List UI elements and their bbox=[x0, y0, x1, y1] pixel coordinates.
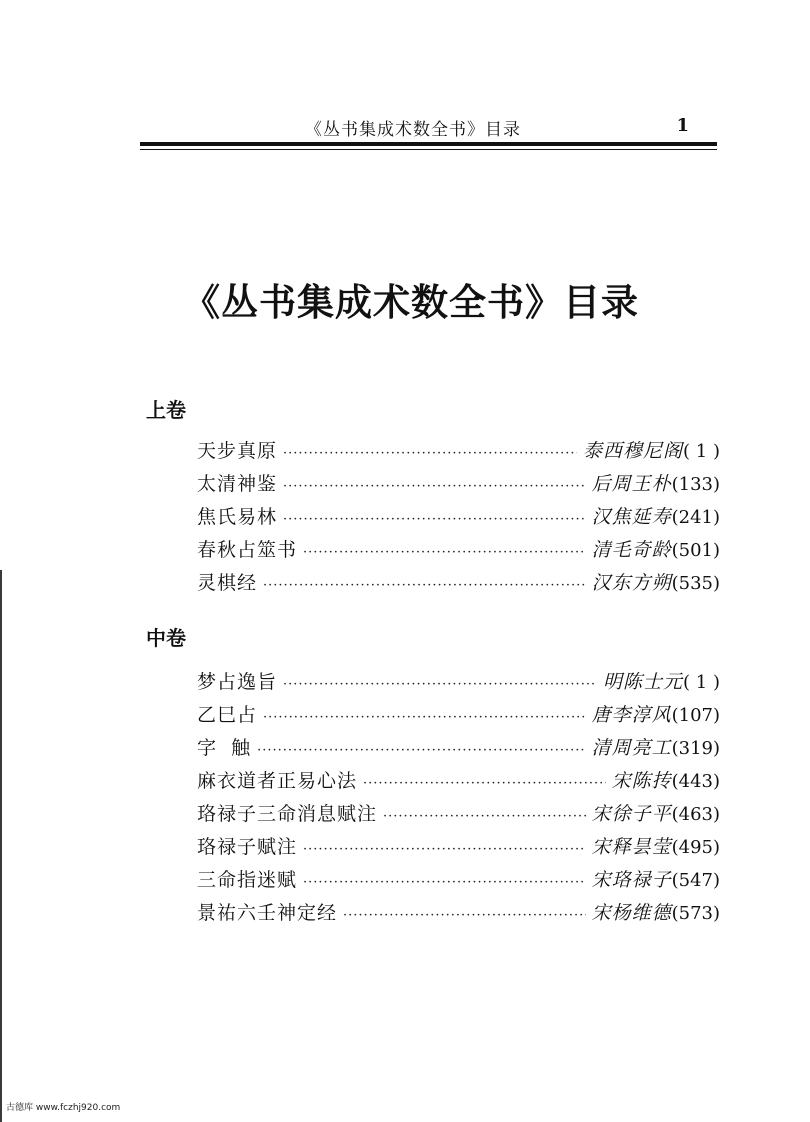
entry-title: 乙巳占 bbox=[197, 704, 258, 726]
dot-leader bbox=[257, 743, 585, 758]
dot-leader bbox=[303, 545, 586, 560]
toc-entry[interactable] bbox=[197, 469, 720, 499]
toc-entry[interactable] bbox=[197, 436, 720, 466]
dot-leader bbox=[303, 842, 586, 857]
entry-author: 明陈士元 bbox=[603, 671, 684, 693]
dot-leader bbox=[283, 677, 597, 692]
entry-author: 汉东方朔 bbox=[591, 572, 672, 594]
page-title: 《丛书集成术数全书》目录 bbox=[183, 281, 639, 324]
entry-author: 宋陈抟 bbox=[611, 770, 672, 792]
dot-leader bbox=[283, 446, 577, 461]
entry-title: 灵棋经 bbox=[197, 572, 258, 594]
toc-entry[interactable] bbox=[197, 568, 720, 598]
entry-author: 汉焦延寿 bbox=[591, 506, 672, 528]
running-header bbox=[140, 112, 717, 160]
entry-author: 后周王朴 bbox=[591, 473, 672, 495]
toc-entry[interactable] bbox=[197, 766, 720, 796]
entry-title: 天步真原 bbox=[197, 440, 278, 462]
page-edge-line bbox=[0, 570, 2, 1122]
page-number: 1 bbox=[676, 115, 689, 136]
entry-title: 焦氏易林 bbox=[197, 506, 278, 528]
entry-title: 麻衣道者正易心法 bbox=[197, 770, 358, 792]
entry-author: 泰西穆尼阁 bbox=[583, 440, 684, 462]
entry-author: 唐李淳风 bbox=[591, 704, 672, 726]
entry-page: (547) bbox=[671, 870, 720, 891]
toc-entry[interactable] bbox=[197, 733, 720, 763]
entry-title: 梦占逸旨 bbox=[197, 671, 278, 693]
section-heading-middle: 中卷 bbox=[146, 626, 186, 650]
entry-page: (241) bbox=[671, 507, 720, 528]
toc-entry[interactable] bbox=[197, 502, 720, 532]
toc-entry[interactable] bbox=[197, 799, 720, 829]
entry-title: 珞禄子三命消息赋注 bbox=[197, 803, 378, 825]
entry-page: ( 1 ) bbox=[683, 441, 720, 462]
entry-page: ( 1 ) bbox=[683, 672, 720, 693]
toc-entry[interactable] bbox=[197, 865, 720, 895]
section-heading-upper: 上卷 bbox=[146, 398, 186, 422]
dot-leader bbox=[283, 479, 586, 494]
entry-title: 春秋占筮书 bbox=[197, 539, 298, 561]
entry-page: (107) bbox=[671, 705, 720, 726]
dot-leader bbox=[283, 512, 586, 527]
entry-author: 宋徐子平 bbox=[591, 803, 672, 825]
entry-page: (495) bbox=[671, 837, 720, 858]
entry-page: (443) bbox=[671, 771, 720, 792]
source-watermark: 古德库 www.fczhj920.com bbox=[6, 1103, 121, 1113]
entry-author: 宋杨维德 bbox=[591, 902, 672, 924]
entry-author: 清毛奇龄 bbox=[591, 539, 672, 561]
entry-title: 珞禄子赋注 bbox=[197, 836, 298, 858]
entry-author: 清周亮工 bbox=[591, 737, 672, 759]
running-title: 《丛书集成术数全书》目录 bbox=[305, 120, 521, 140]
toc-entry[interactable] bbox=[197, 667, 720, 697]
header-rule-thick bbox=[140, 142, 717, 146]
dot-leader bbox=[363, 776, 606, 791]
entry-page: (133) bbox=[671, 474, 720, 495]
entry-page: (573) bbox=[671, 903, 720, 924]
entry-page: (319) bbox=[671, 738, 720, 759]
toc-entry[interactable] bbox=[197, 898, 720, 928]
entry-author: 宋珞禄子 bbox=[591, 869, 672, 891]
dot-leader bbox=[383, 809, 586, 824]
entry-title: 三命指迷赋 bbox=[197, 869, 298, 891]
entry-page: (535) bbox=[671, 573, 720, 594]
entry-title: 字 触 bbox=[197, 737, 252, 759]
dot-leader bbox=[263, 710, 586, 725]
header-rule-thin bbox=[140, 149, 717, 150]
dot-leader bbox=[343, 908, 586, 923]
dot-leader bbox=[303, 875, 586, 890]
toc-entry[interactable] bbox=[197, 832, 720, 862]
toc-entry[interactable] bbox=[197, 535, 720, 565]
entry-page: (463) bbox=[671, 804, 720, 825]
toc-entry[interactable] bbox=[197, 700, 720, 730]
entry-author: 宋释昙莹 bbox=[591, 836, 672, 858]
dot-leader bbox=[263, 578, 586, 593]
entry-page: (501) bbox=[671, 540, 720, 561]
entry-title: 景祐六壬神定经 bbox=[197, 902, 338, 924]
entry-title: 太清神鉴 bbox=[197, 473, 278, 495]
